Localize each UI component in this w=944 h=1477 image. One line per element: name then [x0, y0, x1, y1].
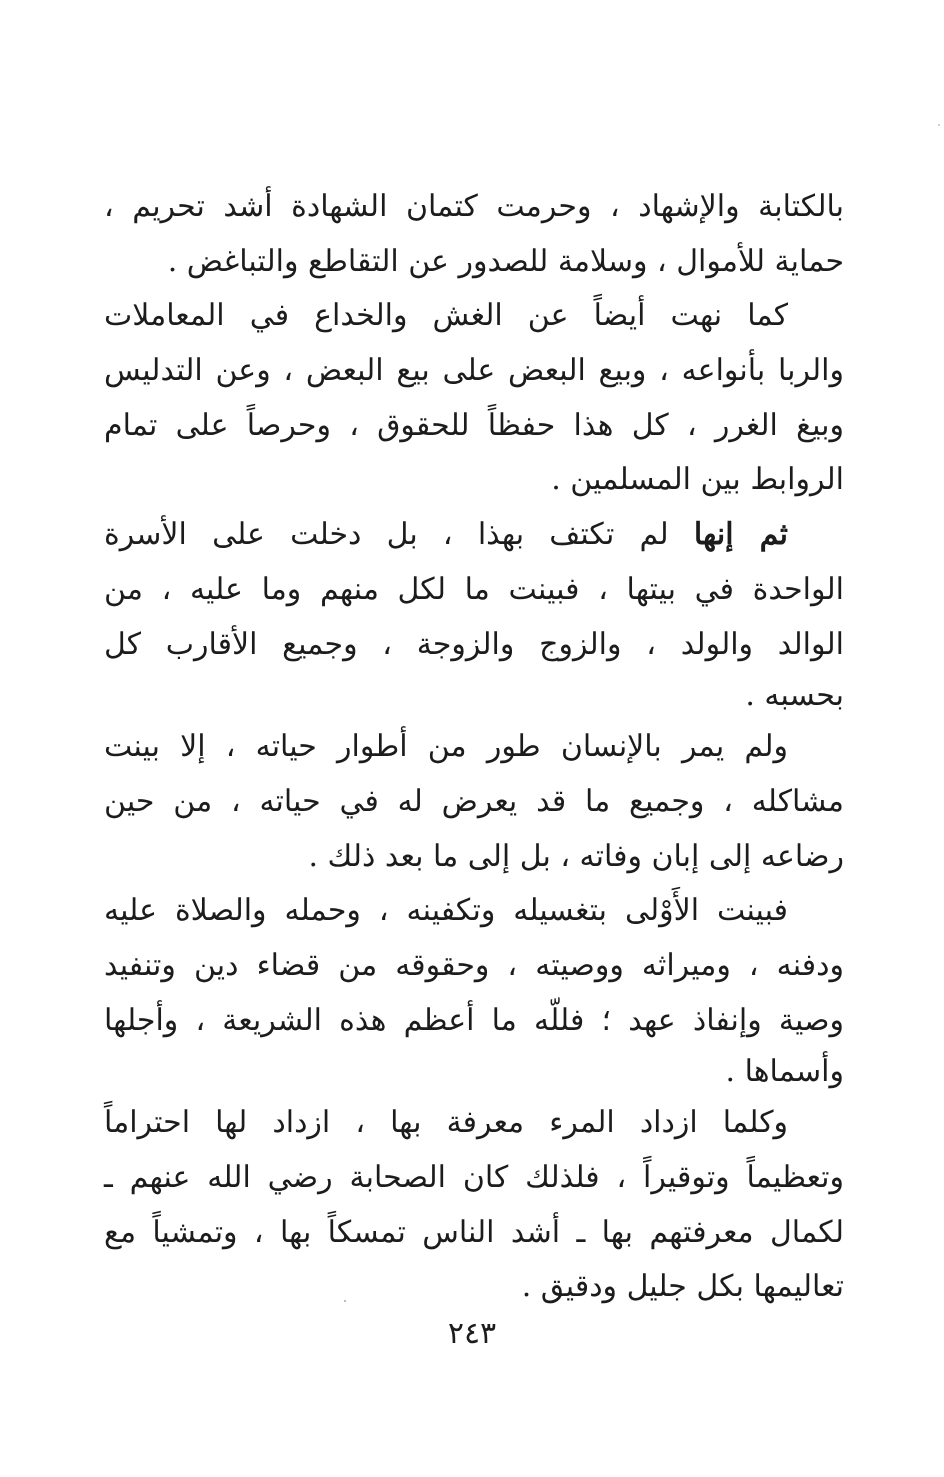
text-line: كما نهت أيضاً عن الغش والخداع في المعاملات	[104, 298, 788, 334]
text-line: وبيغ الغرر ، كل هذا حفظاً للحقوق ، وحرصاً على تمام	[104, 407, 844, 443]
footer-speck	[344, 1300, 346, 1302]
text-line: وكلما ازداد المرء معرفة بها ، ازداد لها احتراماً	[104, 1105, 788, 1141]
text-line: حماية للأموال ، وسلامة للصدور عن التقاطع والتباغض .	[167, 243, 844, 279]
text-line-rest: لم تكتف بهذا ، بل دخلت على الأسرة	[104, 517, 669, 553]
text-line: ولم يمر بالإنسان طور من أطوار حياته ، إلا بينت	[104, 729, 788, 765]
body-text	[104, 180, 844, 1315]
text-line: رضاعه إلى إبان وفاته ، بل إلى ما بعد ذلك .	[308, 838, 844, 874]
paragraph-lead: ثم إنها	[693, 517, 788, 553]
text-line: والربا بأنواعه ، وبيع البعض على بيع البعض ، وعن التدليس	[104, 353, 844, 389]
margin-speck	[938, 124, 940, 126]
text-line: بحسبه .	[745, 678, 844, 714]
text-line: فبينت الأَوْلى بتغسيله وتكفينه ، وحمله والصلاة عليه	[104, 893, 788, 929]
text-line: الروابط بين المسلمين .	[551, 462, 844, 498]
text-line: لكمال معرفتهم بها ـ أشد الناس تمسكاً بها ، وتمشياً مع	[104, 1214, 844, 1250]
text-line: مشاكله ، وجميع ما قد يعرض له في حياته ، من حين	[104, 783, 844, 819]
text-line: تعاليمها بكل جليل ودقيق .	[521, 1269, 844, 1305]
text-line: بالكتابة والإشهاد ، وحرمت كتمان الشهادة أشد تحريم ،	[104, 189, 844, 224]
text-line: وأسماها .	[725, 1054, 844, 1090]
text-line: وتعظيماً وتوقيراً ، فلذلك كان الصحابة رضي الله عنهم ـ	[104, 1160, 844, 1195]
text-line: وصية وإنفاذ عهد ؛ فللّه ما أعظم هذه الشريعة ، وأجلها	[104, 1002, 844, 1038]
text-line: ودفنه ، وميراثه ووصيته ، وحقوقه من قضاء دين وتنفيد	[104, 947, 844, 983]
text-line: الواحدة في بيتها ، فبينت ما لكل منهم وما عليه ، من	[104, 571, 844, 607]
text-line: الوالد والولد ، والزوج والزوجة ، وجميع الأقارب كل	[104, 626, 844, 662]
page-number: ٢٤٣	[447, 1316, 497, 1351]
text-line	[104, 508, 844, 563]
